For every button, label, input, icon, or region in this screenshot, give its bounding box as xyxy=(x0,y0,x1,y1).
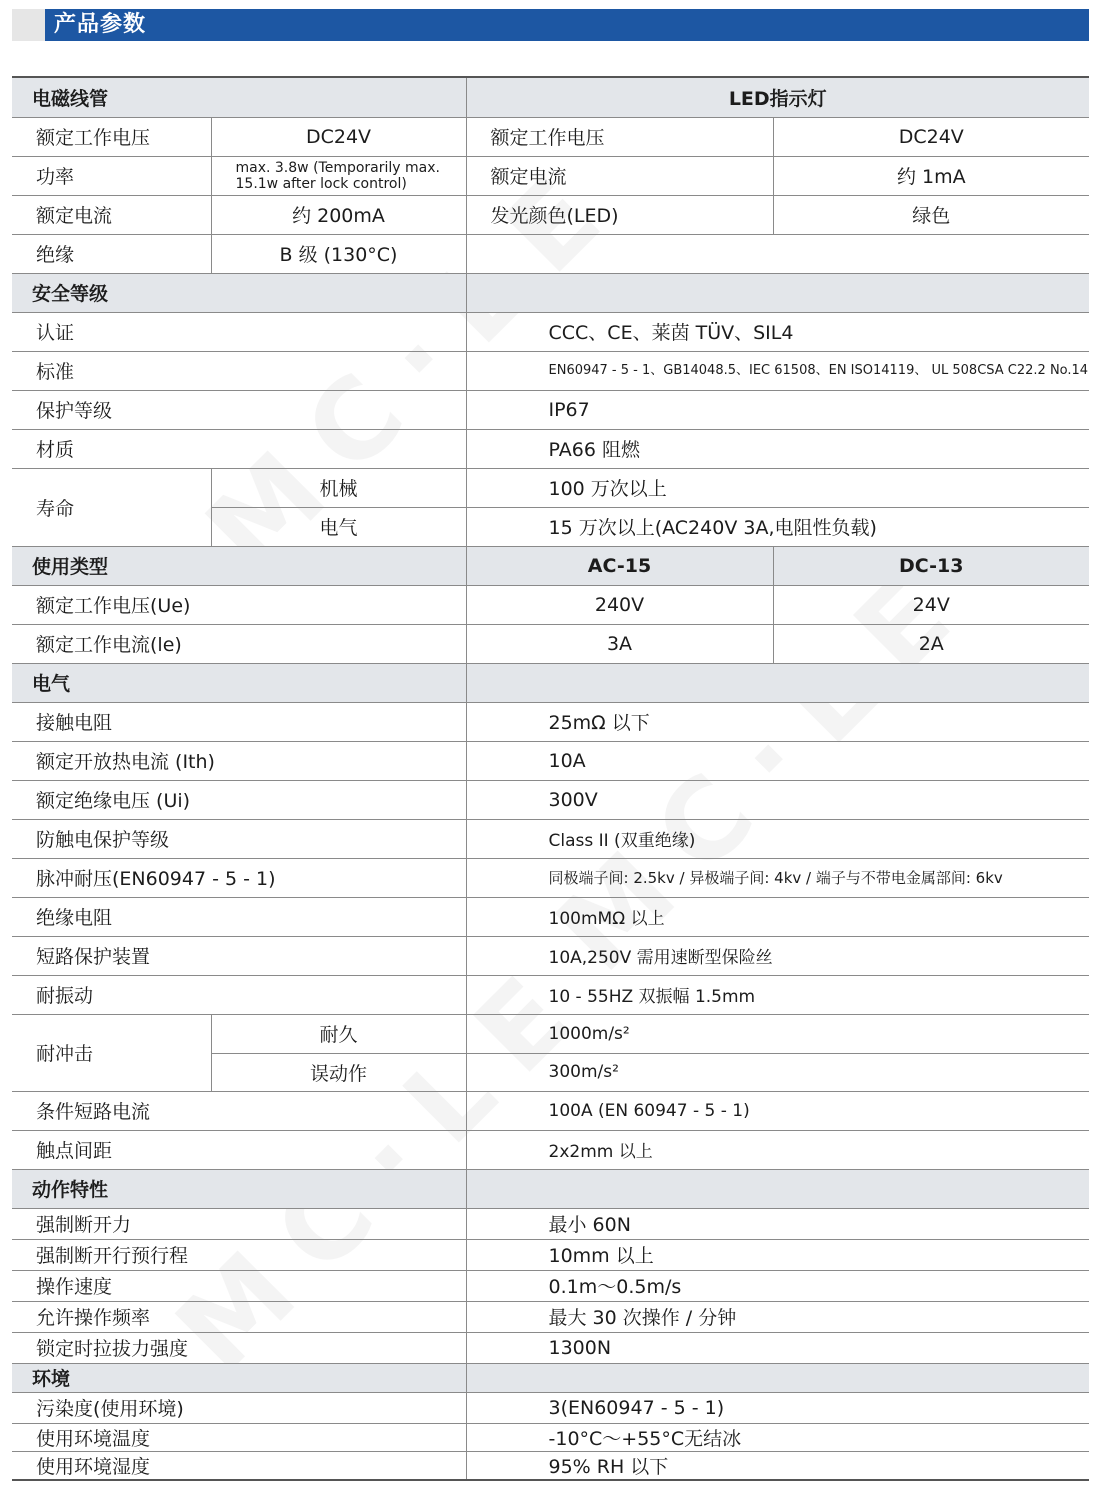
solenoid-heading: 电磁线管 xyxy=(12,77,466,117)
row-label: 使用环境湿度 xyxy=(12,1451,466,1480)
row-label: 材质 xyxy=(12,429,466,468)
header-bar xyxy=(45,9,1089,41)
row-label: 额定绝缘电压 (Ui) xyxy=(12,780,466,819)
table-row xyxy=(12,975,1089,1014)
table-row xyxy=(12,429,1089,468)
row-value: PA66 阻燃 xyxy=(466,429,1089,468)
row-label: 认证 xyxy=(12,312,466,351)
table-row xyxy=(12,1130,1089,1169)
table-row xyxy=(12,1014,1089,1053)
safety-heading-row xyxy=(12,273,1089,312)
action-heading-row xyxy=(12,1169,1089,1208)
sub-label: 耐久 xyxy=(211,1014,466,1053)
row-label: 额定工作电压(Ue) xyxy=(12,585,466,624)
table-row xyxy=(12,117,1089,156)
table-row xyxy=(12,390,1089,429)
row-label: 防触电保护等级 xyxy=(12,819,466,858)
table-row xyxy=(12,624,1089,663)
action-heading: 动作特性 xyxy=(12,1169,466,1208)
row-label: 耐振动 xyxy=(12,975,466,1014)
header-stub xyxy=(12,9,45,41)
table-row xyxy=(12,1392,1089,1423)
usage-heading-row xyxy=(12,546,1089,585)
row-value: 10mm 以上 xyxy=(466,1239,1089,1270)
solenoid-led-heading-row xyxy=(12,77,1089,117)
row-label: 条件短路电流 xyxy=(12,1091,466,1130)
row-value: IP67 xyxy=(466,390,1089,429)
table-row xyxy=(12,234,1089,273)
row-value: 10A,250V 需用速断型保险丝 xyxy=(466,936,1089,975)
spec-table xyxy=(12,76,1089,1481)
sub-label: 电气 xyxy=(211,507,466,546)
table-row xyxy=(12,702,1089,741)
row-value: EN60947 - 5 - 1、GB14048.5、IEC 61508、EN ISO14119、 UL 508CSA C22.2 No.14 xyxy=(466,351,1089,390)
row-label: 污染度(使用环境) xyxy=(12,1392,466,1423)
table-row xyxy=(12,1451,1089,1480)
row-value: 24V xyxy=(773,585,1089,624)
row-value: 绿色 xyxy=(773,195,1089,234)
table-row xyxy=(12,1091,1089,1130)
electrical-heading-row xyxy=(12,663,1089,702)
row-value: -10°C〜+55°C无结冰 xyxy=(466,1423,1089,1451)
table-row xyxy=(12,741,1089,780)
empty-cell xyxy=(466,663,1089,702)
row-label: 锁定时拉拔力强度 xyxy=(12,1332,466,1363)
row-label: 绝缘电阻 xyxy=(12,897,466,936)
row-label: 寿命 xyxy=(12,468,211,546)
row-label: 标准 xyxy=(12,351,466,390)
row-value: 2x2mm 以上 xyxy=(466,1130,1089,1169)
table-row xyxy=(12,195,1089,234)
row-value: 300V xyxy=(466,780,1089,819)
row-value: 0.1m〜0.5m/s xyxy=(466,1270,1089,1301)
row-value: 100 万次以上 xyxy=(466,468,1089,507)
row-value: 240V xyxy=(466,585,773,624)
row-label: 脉冲耐压(EN60947 - 5 - 1) xyxy=(12,858,466,897)
empty-cell xyxy=(466,1169,1089,1208)
row-value: 最大 30 次操作 / 分钟 xyxy=(466,1301,1089,1332)
row-value: CCC、CE、莱茵 TÜV、SIL4 xyxy=(466,312,1089,351)
usage-col-dc: DC-13 xyxy=(773,546,1089,585)
row-label: 强制断开行预行程 xyxy=(12,1239,466,1270)
row-label: 耐冲击 xyxy=(12,1014,211,1091)
table-row xyxy=(12,468,1089,507)
row-value: 300m/s² xyxy=(466,1053,1089,1091)
row-label: 额定电流 xyxy=(466,156,773,195)
row-label: 发光颜色(LED) xyxy=(466,195,773,234)
row-label: 短路保护装置 xyxy=(12,936,466,975)
row-value: 100A (EN 60947 - 5 - 1) xyxy=(466,1091,1089,1130)
environment-heading: 环境 xyxy=(12,1363,466,1392)
row-label: 使用环境温度 xyxy=(12,1423,466,1451)
row-value: 1300N xyxy=(466,1332,1089,1363)
row-value: 最小 60N xyxy=(466,1208,1089,1239)
row-value: DC24V xyxy=(211,117,466,156)
row-label: 额定工作电压 xyxy=(12,117,211,156)
row-value: 15 万次以上(AC240V 3A,电阻性负载) xyxy=(466,507,1089,546)
row-label: 强制断开力 xyxy=(12,1208,466,1239)
row-value: B 级 (130°C) xyxy=(211,234,466,273)
row-label: 允许操作频率 xyxy=(12,1301,466,1332)
page-title: 产品参数 xyxy=(54,12,147,37)
row-value: 3A xyxy=(466,624,773,663)
table-row xyxy=(12,351,1089,390)
row-label: 接触电阻 xyxy=(12,702,466,741)
table-row xyxy=(12,819,1089,858)
row-label: 功率 xyxy=(12,156,211,195)
table-row xyxy=(12,1208,1089,1239)
empty-cell xyxy=(466,1363,1089,1392)
table-row xyxy=(12,780,1089,819)
table-row xyxy=(12,312,1089,351)
usage-col-ac: AC-15 xyxy=(466,546,773,585)
row-value: 10 - 55HZ 双振幅 1.5mm xyxy=(466,975,1089,1014)
sub-label: 机械 xyxy=(211,468,466,507)
row-label: 额定工作电流(le) xyxy=(12,624,466,663)
table-row xyxy=(12,1423,1089,1451)
row-value: 10A xyxy=(466,741,1089,780)
table-row xyxy=(12,1332,1089,1363)
row-label: 操作速度 xyxy=(12,1270,466,1301)
table-row xyxy=(12,585,1089,624)
environment-heading-row xyxy=(12,1363,1089,1392)
electrical-heading: 电气 xyxy=(12,663,466,702)
row-label: 保护等级 xyxy=(12,390,466,429)
row-label: 额定开放热电流 (Ith) xyxy=(12,741,466,780)
table-row xyxy=(12,897,1089,936)
row-value: 3(EN60947 - 5 - 1) xyxy=(466,1392,1089,1423)
row-value: 约 200mA xyxy=(211,195,466,234)
row-value: DC24V xyxy=(773,117,1089,156)
table-row xyxy=(12,858,1089,897)
row-value: 约 1mA xyxy=(773,156,1089,195)
safety-heading: 安全等级 xyxy=(12,273,466,312)
table-row xyxy=(12,156,1089,195)
row-value: 同极端子间: 2.5kv / 异极端子间: 4kv / 端子与不带电金属部间: 6kv xyxy=(466,858,1089,897)
row-value: 25mΩ 以下 xyxy=(466,702,1089,741)
table-row xyxy=(12,936,1089,975)
row-label: 绝缘 xyxy=(12,234,211,273)
row-value: 95% RH 以下 xyxy=(466,1451,1089,1480)
section-header xyxy=(12,9,1089,41)
empty-cell xyxy=(466,234,1089,273)
led-heading: LED指示灯 xyxy=(466,77,1089,117)
row-value: max. 3.8w (Temporarily max. 15.1w after lock control) xyxy=(211,156,466,195)
row-value: 2A xyxy=(773,624,1089,663)
row-value: 100mMΩ 以上 xyxy=(466,897,1089,936)
usage-heading: 使用类型 xyxy=(12,546,466,585)
row-label: 额定电流 xyxy=(12,195,211,234)
empty-cell xyxy=(466,273,1089,312)
sub-label: 误动作 xyxy=(211,1053,466,1091)
table-row xyxy=(12,1239,1089,1270)
row-label: 额定工作电压 xyxy=(466,117,773,156)
row-value: 1000m/s² xyxy=(466,1014,1089,1053)
table-row xyxy=(12,1301,1089,1332)
row-value: Class II (双重绝缘) xyxy=(466,819,1089,858)
row-label: 触点间距 xyxy=(12,1130,466,1169)
table-row xyxy=(12,1270,1089,1301)
